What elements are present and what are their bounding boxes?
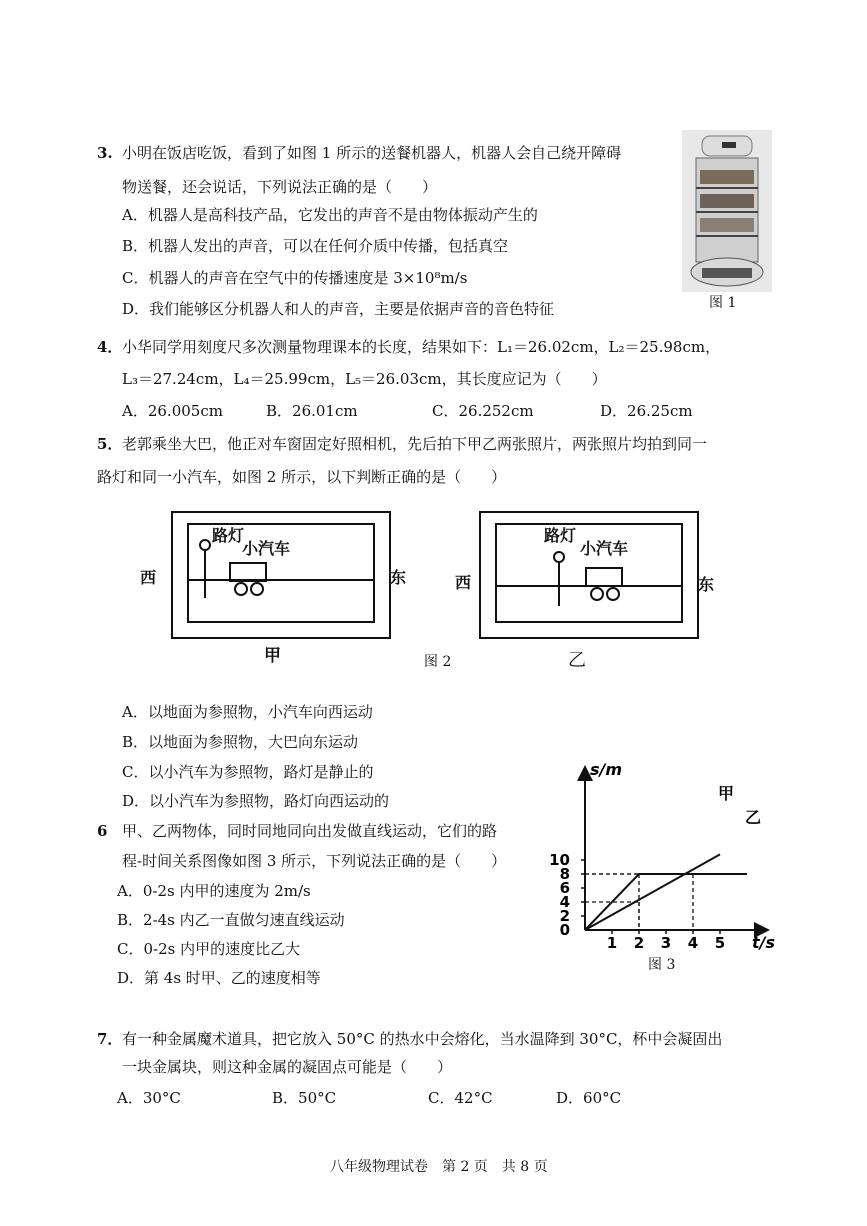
q7-option-d: D．60°C: [556, 1089, 622, 1107]
q4-stem-line1: 小华同学用刻度尺多次测量物理课本的长度，结果如下：L₁＝26.02cm，L₂＝25.98cm，: [122, 338, 721, 356]
q4-option-d: D．26.25cm: [600, 402, 693, 420]
y-tick-label: 2: [559, 907, 570, 925]
q3-option-d: D．我们能够区分机器人和人的声音，主要是依据声音的音色特征: [122, 300, 555, 318]
q6-option-b: B．2-4s 内乙一直做匀速直线运动: [117, 911, 345, 929]
x-axis-label: t/s: [752, 933, 776, 952]
q6-option-d: D．第 4s 时甲、乙的速度相等: [117, 969, 321, 987]
q4-option-c: C．26.252cm: [432, 402, 534, 420]
photo-a-lamp-label: 路灯: [212, 526, 245, 545]
q7-option-a: A．30°C: [117, 1089, 181, 1107]
q5-option-d: D．以小汽车为参照物，路灯向西运动的: [122, 792, 390, 810]
y-tick-label: 6: [559, 879, 570, 897]
page-footer: 八年级物理试卷 第 2 页 共 8 页: [330, 1159, 548, 1175]
x-tick-label: 1: [606, 934, 618, 952]
photo-a-west-label: 西: [140, 568, 157, 587]
q6-option-a: A．0-2s 内甲的速度为 2m/s: [117, 882, 311, 900]
q7-stem-line1: 有一种金属魔术道具，把它放入 50°C 的热水中会熔化，当水温降到 30°C，杯中会凝固出: [122, 1030, 723, 1048]
y-axis-label: s/m: [590, 760, 623, 779]
q5-stem-line2: 路灯和同一小汽车，如图 2 所示，以下判断正确的是（ ）: [97, 468, 507, 486]
photo-b-lamp-label: 路灯: [544, 526, 577, 545]
photo-a: [172, 512, 390, 638]
series-a-label: 甲: [718, 784, 735, 803]
q5-option-b: B．以地面为参照物，大巴向东运动: [122, 733, 359, 751]
photo-b-west-label: 西: [455, 573, 472, 592]
q3-number: 3.: [97, 144, 113, 162]
photo-a-car-label: 小汽车: [242, 539, 291, 558]
robot-photo: [682, 130, 772, 292]
q4-option-b: B．26.01cm: [266, 402, 358, 420]
photo-b: [480, 512, 698, 638]
q6-option-c: C．0-2s 内甲的速度比乙大: [117, 940, 301, 958]
q4-option-a: A．26.005cm: [122, 402, 223, 420]
x-tick-label: 4: [687, 934, 699, 952]
series-a-line: [585, 854, 720, 930]
q7-number: 7．: [97, 1030, 123, 1048]
y-tick-label: 0: [559, 921, 570, 939]
x-tick-label: 5: [714, 934, 726, 952]
q6-stem-line2: 程-时间关系图像如图 3 所示，下列说法正确的是（ ）: [122, 852, 507, 870]
q7-option-c: C．42°C: [428, 1089, 493, 1107]
q7-option-b: B．50°C: [272, 1089, 337, 1107]
photo-a-caption: 甲: [264, 646, 281, 666]
y-tick-label: 8: [559, 865, 570, 883]
x-tick-label: 2: [633, 934, 645, 952]
figure3-graph: [540, 755, 800, 973]
q3-option-c: C．机器人的声音在空气中的传播速度是 3×10⁸m/s: [122, 269, 468, 287]
q5-number: 5．: [97, 435, 123, 453]
figure2-photos: [0, 500, 867, 680]
x-tick-label: 3: [660, 934, 672, 952]
q7-stem-line2: 一块金属块，则这种金属的凝固点可能是（ ）: [122, 1058, 453, 1076]
series-b-label: 乙: [745, 808, 762, 827]
photo-b-car-label: 小汽车: [580, 539, 629, 558]
q6-number: 6: [97, 822, 108, 840]
photo-b-caption: 乙: [568, 650, 586, 671]
q4-stem-line2: L₃＝27.24cm，L₄＝25.99cm，L₅＝26.03cm，其长度应记为（ ）: [122, 370, 607, 388]
q5-option-c: C．以小汽车为参照物，路灯是静止的: [122, 763, 374, 781]
q3-stem-line2: 物送餐，还会说话，下列说法正确的是（ ）: [122, 178, 438, 196]
photo-a-east-label: 东: [390, 568, 407, 587]
photo-b-east-label: 东: [698, 575, 715, 594]
q3-option-a: A．机器人是高科技产品，它发出的声音不是由物体振动产生的: [122, 206, 538, 224]
y-tick-label: 10: [549, 851, 570, 869]
figure1-caption: 图 1: [709, 295, 737, 311]
q5-option-a: A．以地面为参照物，小汽车向西运动: [122, 703, 373, 721]
q6-stem-line1: 甲、乙两物体，同时同地同向出发做直线运动，它们的路: [122, 822, 498, 840]
figure2-caption: 图 2: [424, 654, 452, 670]
q4-number: 4．: [97, 338, 123, 356]
q5-stem-line1: 老郭乘坐大巴，他正对车窗固定好照相机，先后拍下甲乙两张照片，两张照片均拍到同一: [122, 435, 708, 453]
y-tick-label: 4: [559, 893, 570, 911]
q3-stem-line1: 小明在饭店吃饭，看到了如图 1 所示的送餐机器人，机器人会自己绕开障碍: [122, 144, 622, 162]
figure3-caption: 图 3: [648, 957, 676, 973]
q3-option-b: B．机器人发出的声音，可以在任何介质中传播，包括真空: [122, 237, 509, 255]
